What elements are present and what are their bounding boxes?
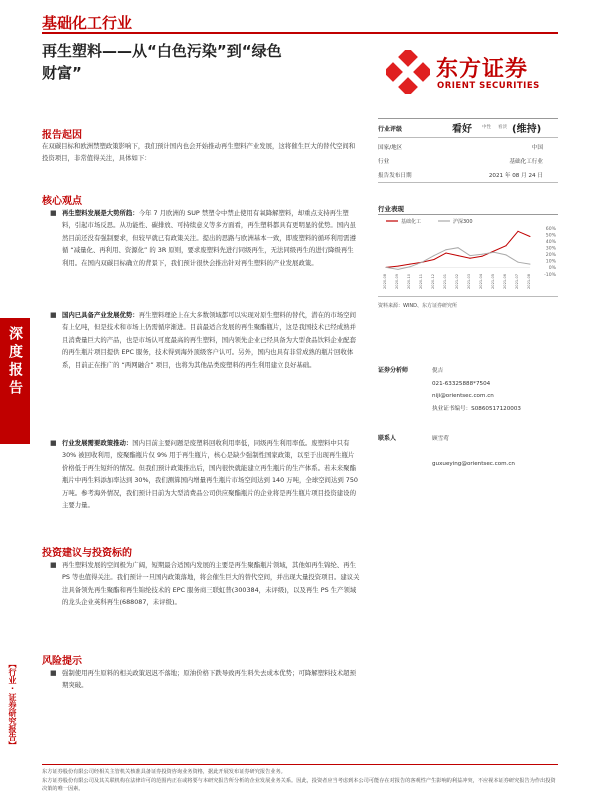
analyst-block — [432, 365, 521, 415]
core-bullet-3 — [50, 437, 360, 511]
x-tick-label: 2021-01 — [443, 273, 447, 289]
side-tab-label: 深度报告 — [7, 326, 23, 398]
series-line — [386, 248, 530, 270]
logo-mark-icon — [386, 50, 430, 94]
info-row-value: 基础化工行业 — [509, 159, 543, 165]
chart-bottom-rule — [378, 296, 558, 297]
core-bullet-3-bold: 行业发展需要政策推动： — [62, 439, 133, 447]
rating-label: 行业评级 — [378, 126, 403, 133]
data-point — [410, 264, 411, 265]
x-tick-label: 2021-07 — [515, 273, 519, 289]
rating-status: (维持) — [512, 124, 542, 135]
footer-disclaimer — [42, 768, 558, 794]
bullet-icon: ■ — [50, 439, 57, 447]
core-bullet-2 — [50, 309, 360, 371]
bullet-icon: ■ — [50, 669, 57, 677]
data-point — [518, 262, 519, 263]
analyst-email[interactable]: niji@orientsec.com.cn — [432, 393, 494, 399]
data-point — [446, 252, 447, 253]
origin-title: 报告起因 — [42, 130, 82, 141]
industry-performance-chart — [378, 216, 558, 291]
x-tick-label: 2020-11 — [419, 273, 423, 289]
data-point — [398, 266, 399, 267]
data-point — [506, 254, 507, 255]
info-row-value: 2021 年 08 月 24 日 — [488, 173, 543, 179]
data-point — [482, 256, 483, 257]
header-rule — [42, 32, 558, 34]
risk-text: 强制使用再生原料的相关政策迟迟不落地；原油价格下跌导致再生料失去成本优势；可降解塑料技术超预期突破。 — [62, 669, 356, 690]
x-tick-label: 2021-04 — [479, 273, 483, 289]
data-point — [434, 259, 435, 260]
y-tick-label: 20% — [545, 253, 556, 259]
core-bullet-2-bold: 国内已具备产业发展优势： — [62, 311, 139, 319]
chart-title-rule — [378, 214, 558, 215]
company-logo — [386, 48, 561, 100]
contact-label: 联系人 — [378, 435, 397, 442]
rating-hint-neutral: 中性 — [482, 125, 491, 130]
side-tab — [0, 318, 30, 444]
data-point — [494, 252, 495, 253]
x-tick-label: 2020-09 — [395, 273, 399, 289]
industry-label: 基础化工行业 — [42, 14, 133, 32]
rating-hint-negative: 看淡 — [498, 125, 507, 130]
analyst-label: 证券分析师 — [378, 367, 409, 374]
y-tick-label: 40% — [545, 239, 556, 245]
data-point — [458, 247, 459, 248]
y-tick-label: 50% — [545, 233, 556, 239]
data-point — [530, 236, 531, 237]
rating-rule — [378, 137, 558, 138]
x-tick-label: 2021-03 — [467, 273, 471, 289]
data-point — [482, 254, 483, 255]
info-row-key: 报告发布日期 — [378, 173, 412, 179]
footer-line-2: 东方证券股份有限公司及其关联机构在法律许可的范围内正在或将要与本研究报告所分析的企业发展业务关系。因此，投资者应当考虑到本公司可能存在对报告的客观性产生影响的利益冲突，不应视本证券研究报告为作出投资决策的唯一因素。 — [42, 777, 556, 792]
y-tick-label: 10% — [545, 259, 556, 265]
data-point — [518, 231, 519, 232]
footer-rule — [42, 764, 558, 765]
report-title-line1: 再生塑料——从“白色污染”到“绿色 — [42, 42, 282, 60]
bullet-icon: ■ — [50, 209, 57, 217]
rating-value: 看好 — [452, 124, 472, 135]
rating-row — [378, 120, 558, 136]
risk-bullet — [50, 667, 360, 692]
info-row-key: 国家/地区 — [378, 145, 403, 151]
chart-title: 行业表现 — [378, 205, 404, 213]
info-row-value: 中国 — [531, 145, 543, 151]
series-line — [386, 231, 530, 267]
x-tick-label: 2020-08 — [383, 273, 387, 289]
data-point — [446, 249, 447, 250]
info-row-date — [378, 171, 543, 179]
core-bullet-1-text: 今年 7 月欧洲的 SUP 禁塑令中禁止使用有氧降解塑料，却重点支持再生塑料，引起市场反思。从功能性、碳排放、可持续意义等多方面看，再生塑料都具有更明显的优势。国内虽然目前还没有强制要求，但较早就已有政策关注。提出的思路与欧洲基本一致，即废塑料的循环利用需遵循 “减量化、再利用、资源化” 的 3R 原则，要求废塑料先进行同级再生，无法同级再生的进行降级再生利用。在国内双碳目标确立的背景下，我们预计很快会推出针对再生塑料的产业发展政策。 — [62, 209, 356, 267]
contact-email[interactable]: guxueying@orientsec.com.cn — [432, 461, 515, 467]
risk-title: 风险提示 — [42, 656, 82, 667]
core-title: 核心观点 — [42, 196, 82, 207]
logo-cn: 东方证券 — [436, 57, 529, 82]
data-point — [494, 251, 495, 252]
side-subtitle: 【行业·证券研究报告】 — [8, 660, 17, 749]
analyst-phone: 021-63325888*7504 — [432, 380, 491, 387]
data-point — [386, 267, 387, 268]
info-row-key: 行业 — [378, 159, 390, 165]
x-tick-label: 2021-05 — [491, 273, 495, 289]
y-tick-label: 0% — [548, 266, 556, 272]
report-title — [42, 40, 382, 84]
origin-text: 在双碳目标和欧洲禁塑政策影响下，我们预计国内也会开始推动再生塑料产业发展，这将催生巨大的替代空间和投资项目，非常值得关注，具体如下： — [42, 142, 356, 163]
bullet-icon: ■ — [50, 311, 57, 319]
data-point — [422, 262, 423, 263]
data-point — [398, 269, 399, 270]
y-tick-label: 60% — [545, 226, 556, 232]
logo-en: ORIENT SECURITIES — [437, 81, 540, 91]
x-tick-label: 2021-02 — [455, 273, 459, 289]
analyst-name: 倪吉 — [432, 368, 444, 374]
contact-name: 顾雪莺 — [432, 436, 449, 442]
report-title-line2: 财富” — [42, 64, 82, 82]
core-bullet-1-bold: 再生塑料发展是大势所趋： — [62, 209, 139, 217]
info-bottom-rule — [378, 182, 558, 183]
invest-text: 再生塑料发展的空间极为广阔，短期最合适国内发展的主要是再生聚酯瓶片领域，其他如再生锦纶、再生 PS 等也值得关注。我们预计一旦国内政策落地，将会催生巨大的替代空间，并出现大量投资项目。建议关注具备领先再生聚酯和再生锦纶技术的 EPC 服务商三联虹普(300384，未评级)，以及再生 PS 生产领域的龙头企业英科再生(688087，未评级)。 — [62, 561, 360, 607]
data-point — [530, 264, 531, 265]
x-tick-label: 2021-08 — [527, 273, 531, 289]
x-tick-label: 2020-10 — [407, 273, 411, 289]
invest-bullet — [50, 559, 360, 609]
data-point — [458, 255, 459, 256]
rating-top-rule — [378, 118, 558, 119]
info-row-country — [378, 143, 543, 151]
bullet-icon: ■ — [50, 561, 57, 569]
data-point — [470, 258, 471, 259]
legend-label: 基础化工 — [401, 219, 422, 225]
chart-source: 资料来源：WIND、东方证券研究所 — [378, 303, 458, 309]
legend-label: 沪深300 — [453, 219, 473, 225]
invest-title: 投资建议与投资标的 — [42, 548, 132, 559]
x-tick-label: 2021-06 — [503, 273, 507, 289]
x-tick-label: 2020-12 — [431, 273, 435, 289]
y-tick-label: 30% — [545, 246, 556, 252]
info-row-industry — [378, 157, 543, 165]
data-point — [506, 245, 507, 246]
data-point — [410, 266, 411, 267]
core-bullet-2-text: 再生塑料理论上在大多数领域都可以实现对原生塑料的替代，潜在的市场空间有上亿吨，但是技术和市场上仍需循序渐进。目前最适合发展的再生聚酯瓶片，这是我国技术已经成熟并且消费量巨大的产品，也是市场认可度最高的再生塑料，国内领先企业已经具备为大型食品饮料企业配套的再生瓶片项目提供 EPC 服务，技术得到海外顶级客户认可。另外，国内也具有非常成熟的瓶片回收体系，目前正在推广的 “两网融合” 项目，也将为其他品类废塑料的再生利用建立良好基础。 — [62, 311, 356, 369]
core-bullet-3-text: 国内目前主要问题是废塑料回收利用率低，同级再生利用率低。废塑料中只有 30% 被回收利用，废聚酯瓶片仅 9% 用于再生瓶片，核心是缺少强制性国家政策，以至于出现再生瓶片价格低于再生短纤的情况。但我们预计政策推出后，国内很快就能建立再生瓶片的生产体系。若未来聚酯瓶片中再生料添加率达到 30%，我们测算国内增量再生瓶片市场空间达到 140 万吨，全球空间达到 750 万吨。参考海外情况，我们预计目前为大型消费品公司供应聚酯瓶片的企业将是再生瓶片项目投资建设的主要力量。 — [62, 439, 358, 510]
analyst-cert: 执业证书编号：S0860517120003 — [432, 405, 521, 412]
data-point — [470, 255, 471, 256]
core-bullet-1 — [50, 207, 360, 269]
data-point — [434, 255, 435, 256]
y-tick-label: -10% — [544, 272, 556, 278]
footer-line-1: 东方证券股份有限公司经相关主管机关核准具备证券投资咨询业务资格，据此开展发布证券研究报告业务。 — [42, 769, 286, 775]
